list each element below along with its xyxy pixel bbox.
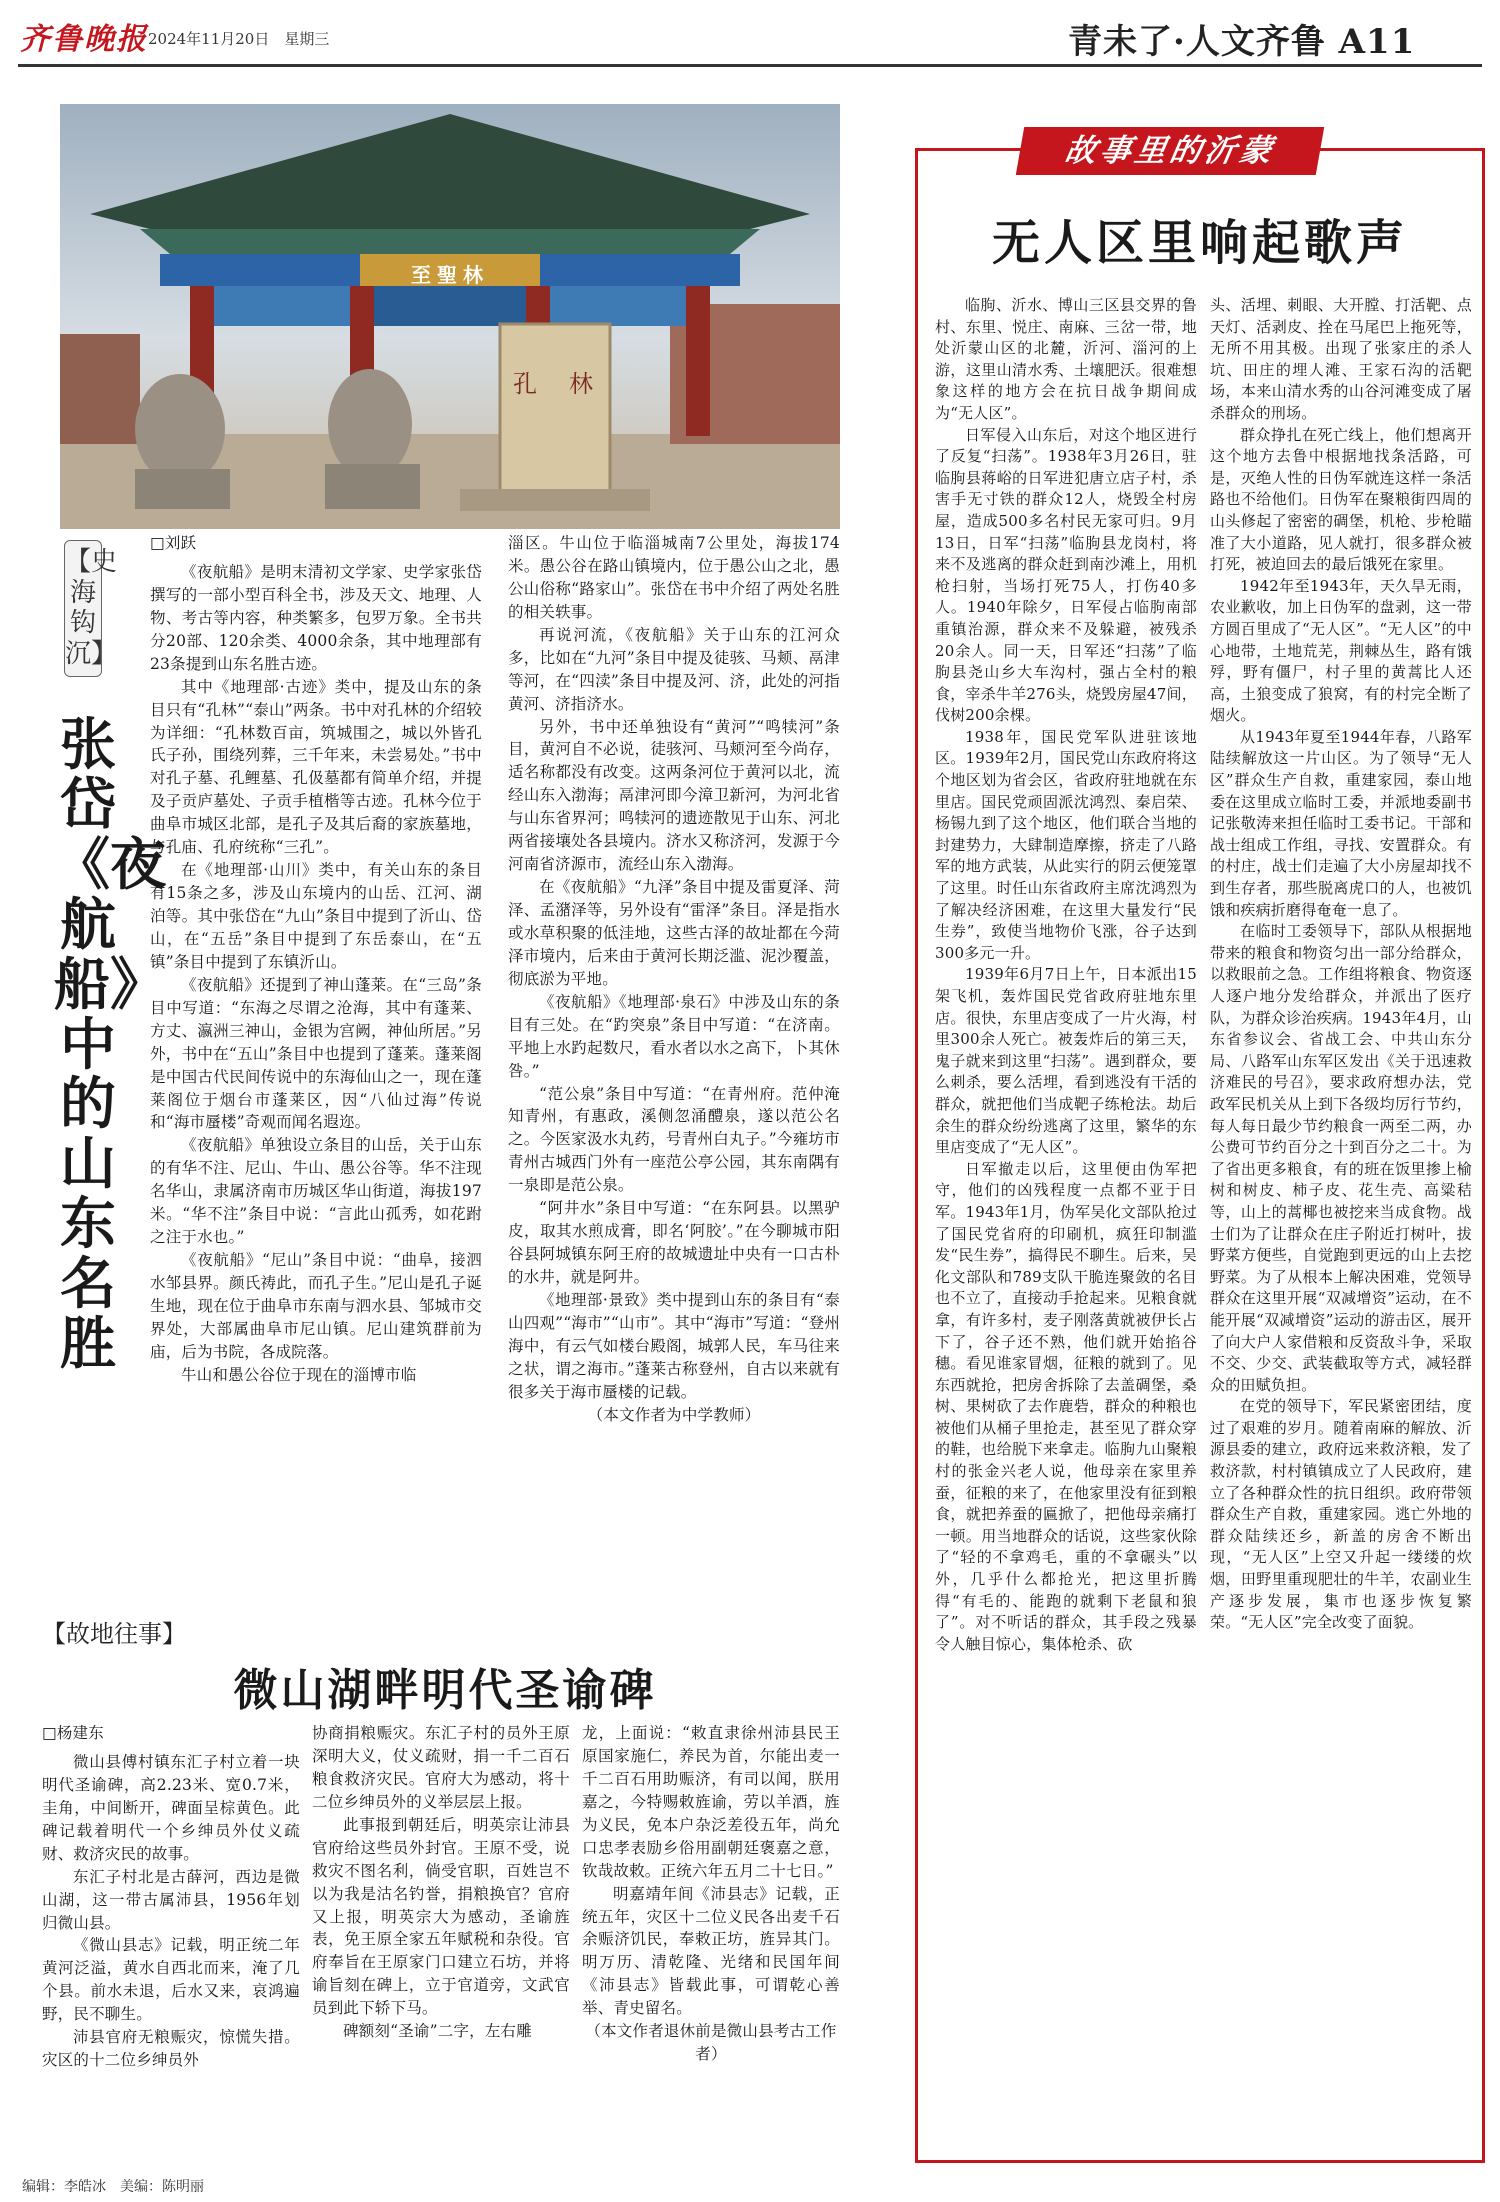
paragraph: 日军撤走以后，这里便由伪军把守，他们的凶残程度一点都不亚于日军。1943年1月，伪军吴化文部队抢过了国民党省府的印刷机，疯狂印制滥发“民生券”，搞得民不聊生。后来，吴化文部队和789支队干脆连聚敛的名目也不立了，直接动手抢起来。见粮食就拿，有许多村，麦子刚落黄就被伊长占下了，谷子还不熟，他们就开始掐谷穗。看见谁家冒烟，征粮的就到了。见东西就抢，把房舍拆除了去盖碉堡，桑树、果树砍了去作鹿砦，群众的种粮也被他们从桶子里抢走，甚至见了群众穿的鞋，也给脱下来拿走。临朐九山聚粮村的张金兴老人说，他母亲在家里养蚕，征粮的来了，在他家里没有征到粮食，就把养蚕的匾掀了，把他母亲痛打一顿。用当地群众的话说，这些家伙除了“轻的不拿鸡毛，重的不拿碾头”以外，几乎什么都抢光，把这里折腾得“有毛的、能跑的就剩下老鼠和狼了”。对不听话的群众，其手段之残暴令人触目惊心，集体枪杀、砍 (935, 1159, 1197, 1653)
paragraph: 牛山和愚公谷位于现在的淄博市临 (181, 1365, 417, 1384)
paragraph: 在《夜航船》“九泽”条目中提及雷夏泽、菏泽、孟潴泽等，另外设有“雷泽”条目。泽是指水或水草积聚的低洼地，这些古泽的故址都在今菏泽市境内，后来由于黄河长期泛滥、泥沙覆盖，彻底淤为平地。 (508, 878, 840, 988)
article1-author: □刘跃 (150, 534, 197, 552)
paragraph: 《夜航船》还提到了神山蓬莱。在“三岛”条目中写道：“东海之尽谓之沧海，其中有蓬莱、方丈、瀛洲三神山，金银为宫阙，神仙所居。”另外，书中在“五山”条目中也提到了蓬莱。蓬莱阁是中国古代民间传说中的东海仙山之一，现在蓬莱阁位于烟台市蓬莱区，因“八仙过海”传说和“海市蜃楼”奇观而闻名遐迩。 (150, 975, 482, 1132)
paragraph: 在临时工委领导下，部队从根据地带来的粮食和物资匀出一部分给群众，以救眼前之急。工作组将粮食、物资逐人逐户地分发给群众，并派出了医疗队，为群众诊治疾病。1943年4月，山东省参议会、省战工会、中共山东分局、八路军山东军区发出《关于迅速救济难民的号召》，要求政府想办法，党政军民机关从上到下各级均厉行节约，每人每日最少节约粮食一两至二两，办公费可节约百分之十到百分之二十。为了省出更多粮食，有的班在饭里掺上榆树和树皮、柿子皮、花生壳、高粱秸等，山上的蒿椰也被挖来当成食物。战士们为了让群众在庄子附近打树叶，拔野菜方便些，自觉跑到更远的山上去挖野菜。为了从根本上解决困难，党领导群众在这里开展“双减增资”运动，在不能开展“双减增资”运动的游击区，展开了向大户人家借粮和反资敌斗争，采取不交、少交、武装截取等方式，减轻群众的田赋负担。 (1210, 922, 1472, 1394)
paragraph: 头、活埋、刺眼、大开膛、打活靶、点天灯、活剥皮、拴在马尾巴上拖死等，无所不用其极。出现了张家庄的杀人坑、田庄的埋人滩、王家石沟的活靶场，本来山清水秀的山谷河滩变成了屠杀群众的刑场。 (1210, 296, 1472, 422)
newspaper-logo: 齐鲁晚报 (20, 22, 148, 57)
paragraph: 《地理部·景致》类中提到山东的条目有“泰山四观”“海市”“山市”。其中“海市”写道：“登州海中，有云气如楼台殿阁，城郭人民，车马往来之状，谓之海市。”蓬莱古称登州，自古以来就有很多关于海市蜃楼的记载。 (508, 1290, 840, 1401)
article3-title: 无人区里响起歌声 (991, 215, 1408, 271)
paragraph: 在党的领导下，军民紧密团结，度过了艰难的岁月。随着南麻的解放、沂源县委的建立，政府远来救济粮，发了救济款，村村镇镇成立了人民政府，建立了各种群众性的抗日组织。政府带领群众生产自救，重建家园。逃亡外地的群众陆续还乡，新盖的房舍不断出现，“无人区”上空又升起一缕缕的炊烟，田野里重现肥壮的牛羊，农副业生产逐步发展，集市也逐步恢复繁荣。“无人区”完全改变了面貌。 (1210, 1397, 1472, 1632)
paragraph: 微山县傅村镇东汇子村立着一块明代圣谕碑，高2.23米、宽0.7米，圭角，中间断开，碑面呈棕黄色。此碑记载着明代一个乡绅员外仗义疏财、救济灾民的故事。 (42, 1752, 300, 1863)
paragraph: 另外，书中还单独设有“黄河”“鸣犊河”条目，黄河自不必说，徒骇河、马颊河至今尚存，适名称都没有改变。这两条河位于黄河以北，流经山东入渤海；鬲津河即今漳卫新河，为河北省与山东省界河；鸣犊河的遗迹散见于山东、河北两省接壤处各县境内。济水又称济河，发源于今河南省济源市，流经山东入渤海。 (508, 717, 840, 874)
gate-plaque: 至聖林 (411, 263, 489, 287)
article1-title: 张岱《夜航船》中的山东名胜 (54, 712, 166, 1378)
paragraph: “范公泉”条目中写道：“在青州府。范仲淹知青州，有惠政，溪侧忽涌醴泉，遂以范公名之。今医家汲水丸药，号青州白丸子。”今雍坊市青州古城西门外有一座范公亭公园，其东南隅有一泉即是范公泉。 (508, 1084, 840, 1195)
article3-column1 (935, 295, 1197, 1655)
paragraph: 明嘉靖年间《沛县志》记载，正统五年，灾区十二位义民各出麦千石余赈济饥民，奉敕正坊，旌异其门。明万历、清乾隆、光绪和民国年间《沛县志》皆载此事，可谓乾心善举、青史留名。 (582, 1884, 840, 2018)
paragraph: 东汇子村北是古薛河，西边是微山湖，这一带古属沛县，1956年划归微山县。 (42, 1867, 300, 1932)
paragraph: 龙，上面说：“敕直隶徐州沛县民王原国家施仁，养民为首，尔能出麦一千二百石用助赈济，有司以闻，朕用嘉之，今特赐敕旌谕，劳以羊酒，旌为义民，免本户杂泛差役五年，尚允口忠孝表励乡俗用副朝廷褒嘉之意，钦哉故敕。正统六年五月二十七日。” (582, 1724, 840, 1880)
column-label-oldplace: 【故地往事】 (42, 1620, 186, 1648)
section-title: 青未了·人文齐鲁 A11 (1068, 22, 1416, 62)
paragraph: 临朐、沂水、博山三区县交界的鲁村、东里、悦庄、南麻、三岔一带，地处沂蒙山区的北麓，沂河、淄河的上游，这里山清水秀、土壤肥沃。很难想象这样的地方会在抗日战争期间成为“无人区”。 (935, 296, 1197, 422)
article2-author-note: （本文作者退休前是微山县考古工作者） (585, 2022, 837, 2064)
paragraph: 再说河流，《夜航船》关于山东的江河众多，比如在“九河”条目中提及徒骇、马颊、鬲津等河，在“四渎”条目中提及河、济，此处的河指黄河、济指济水。 (508, 625, 840, 713)
issue-date: 2024年11月20日 星期三 (148, 30, 330, 48)
article3-column2 (1210, 295, 1472, 1634)
paragraph: 《微山县志》记载，明正统二年黄河泛溢，黄水自西北而来，淹了几个县。前水未退，后水又来，哀鸿遍野，民不聊生。 (42, 1936, 300, 2024)
kongling-gate-photo (60, 104, 840, 529)
paragraph: 碑额刻“圣谕”二字，左右雕 (343, 2022, 532, 2041)
paragraph: 《夜航船》“尼山”条目中说：“曲阜，接泗水邹县界。颜氏祷此，而孔子生。”尼山是孔子诞生地，现在位于曲阜市东南与泗水县、邹城市交界处，大部属曲阜市尼山镇。尼山建筑群前为庙，后为书院，各成院落。 (150, 1251, 482, 1361)
article1-column1 (150, 532, 482, 1387)
masthead-rule (18, 64, 1482, 67)
paragraph: 此事报到朝廷后，明英宗让沛县官府给这些员外封官。王原不受，说救灾不图名利，倘受官职，百姓岂不以为我是沽名钓誉，捐粮换官？官府又上报，明英宗大为感动，圣谕旌表，免王原全家五年赋税和杂役。官府奉旨在王原家门口建立石坊，并将谕旨刻在碑上，立于官道旁，文武官员到此下轿下马。 (312, 1815, 570, 2018)
paragraph: 群众挣扎在死亡线上，他们想离开这个地方去鲁中根据地找条活路，可是，灭绝人性的日伪军就连这样一条活路也不给他们。日伪军在聚粮街四周的山头修起了密密的碉堡，机枪、步枪瞄准了大小道路，见人就打，很多群众被打死，被迫回去的最后饿死在家里。 (1210, 425, 1472, 574)
article1-author-note: （本文作者为中学教师） (587, 1405, 761, 1424)
editor-credits: 编辑：李皓冰 美编：陈明丽 (22, 2179, 204, 2195)
paragraph: 其中《地理部·古迹》类中，提及山东的条目只有“孔林”“泰山”两条。书中对孔林的介绍较为详细：“孔林数百亩，筑城围之，城以外皆孔氏子孙，围绕列葬，三千年来，未尝易处。”书中对孔子墓、孔鲤墓、孔伋墓都有简单介绍，并提及子贡庐墓处、子贡手植楷等古迹。孔林今位于曲阜市城区北部，是孔子及其后裔的家族墓地，与孔庙、孔府统称“三孔”。 (150, 677, 482, 857)
column-badge-yimeng: 故事里的沂蒙 (1016, 127, 1324, 175)
paragraph: “阿井水”条目中写道：“在东阿县。以黑驴皮，取其水煎成膏，即名‘阿胶’。”在今聊城市阳谷县阿城镇东阿王府的故城遗址中央有一口古朴的水井，就是阿井。 (508, 1199, 840, 1286)
paragraph: 《夜航船》是明末清初文学家、史学家张岱撰写的一部小型百科全书，涉及天文、地理、人物、考古等内容，种类繁多，包罗万象。全书共分20部、120余类、4000余条，其中地理部有23条提到山东名胜古迹。 (150, 562, 482, 673)
paragraph: 1939年6月7日上午，日本派出15架飞机，轰炸国民党省政府驻地东里店。很快，东里店变成了一片火海，村里300余人死亡。被轰炸后的第三天，鬼子就来到这里“扫荡”。遇到群众，要么刺杀，要么活埋，看到逃没有干活的群众，就把他们当成靶子练枪法。劫后余生的群众纷纷逃离了这里，繁华的东里店变成了“无人区”。 (935, 965, 1197, 1157)
masthead (0, 0, 1500, 68)
paragraph: 《夜航船》《地理部·泉石》中涉及山东的条目有三处。在“趵突泉”条目中写道：“在济南。平地上水趵起数尺，看水者以水之高下，卜其休咎。” (508, 992, 840, 1080)
paragraph: 《夜航船》单独设立条目的山岳，关于山东的有华不注、尼山、牛山、愚公谷等。华不注现名华山，隶属济南市历城区华山街道，海拔197米。“华不注”条目中说：“言此山孤秀，如花跗之注于水也。” (150, 1136, 482, 1247)
article1-column2 (508, 532, 840, 1427)
paragraph: 沛县官府无粮赈灾，惊慌失措。灾区的十二位乡绅员外 (42, 2028, 300, 2070)
article2-column1 (42, 1722, 300, 2072)
paragraph: 日军侵入山东后，对这个地区进行了反复“扫荡”。1938年3月26日，驻临朐县蒋峪的日军进犯唐立店子村，杀害手无寸铁的群众12人，烧毁全村房屋，造成500多名村民无家可归。9月13日，日军“扫荡”临朐县龙岗村，将来不及逃离的群众赶到南沙滩上，用机枪扫射，当场打死75人，打伤40多人。1940年除夕，日军侵占临朐南部重镇治源，群众来不及躲避，被残杀20余人。同一天，日军还“扫荡”了临朐县尧山乡大车沟村，强占全村的粮食，宰杀牛羊276头，烧毁房屋47间，伐树200余棵。 (935, 425, 1197, 725)
article2-column2 (312, 1722, 570, 2043)
column-label-history: 【史海钩沉】 (64, 540, 102, 677)
article2-title: 微山湖畔明代圣谕碑 (233, 1665, 657, 1716)
paragraph: 协商捐粮赈灾。东汇子村的员外王原深明大义，仗义疏财，捐一千二百石粮食救济灾民。官府大为感动，将十二位乡绅员外的义举层层上报。 (312, 1724, 570, 1811)
stele-inscription: 孔 林 (513, 370, 597, 398)
paragraph: 淄区。牛山位于临淄城南7公里处，海拔174米。愚公谷在路山镇境内，位于愚公山之北，愚公山俗称“路家山”。张岱在书中介绍了两处名胜的相关轶事。 (508, 534, 840, 621)
gate-illustration (60, 104, 840, 529)
paragraph: 从1943年夏至1944年春，八路军陆续解放这一片山区。为了领导“无人区”群众生产自救，重建家园，泰山地委在这里成立临时工委，并派地委副书记张敬涛来担任临时工委书记。干部和战士组成工作组，寻找、安置群众。有的村庄，战士们走遍了大小房屋却找不到生存者，那些脱离虎口的人，也被饥饿和疾病折磨得奄奄一息了。 (1210, 727, 1472, 919)
article2-column3 (582, 1722, 840, 2066)
article2-author: □杨建东 (42, 1724, 104, 1742)
paragraph: 1938年，国民党军队进驻该地区。1939年2月，国民党山东政府将这个地区划为省会区，省政府驻地就在东里店。国民党顽固派沈鸿烈、秦启荣、杨锡九到了这个地区，他们联合当地的封建势力，大肆制造摩擦，挤走了八路军的地方武装，从此实行的阴云便笼罩了这里。时任山东省政府主席沈鸿烈为了解决经济困难，在这里大量发行“民生券”，致使当地物价飞涨，谷子达到300多元一升。 (935, 727, 1197, 962)
paragraph: 1942年至1943年，天久旱无雨，农业歉收，加上日伪军的盘剥，这一带方圆百里成了“无人区”。“无人区”的中心地带，土地荒芜，荆棘丛生，路有饿殍，野有僵尸，村子里的黄蒿比人还高，土狼变成了狼窝，有的村完全断了烟火。 (1210, 576, 1472, 725)
paragraph: 在《地理部·山川》类中，有关山东的条目有15条之多，涉及山东境内的山岳、江河、湖泊等。其中张岱在“九山”条目中提到了沂山、岱山，在“五岳”条目中提到了东岳泰山，在“五镇”条目中提到了东镇沂山。 (150, 861, 482, 971)
